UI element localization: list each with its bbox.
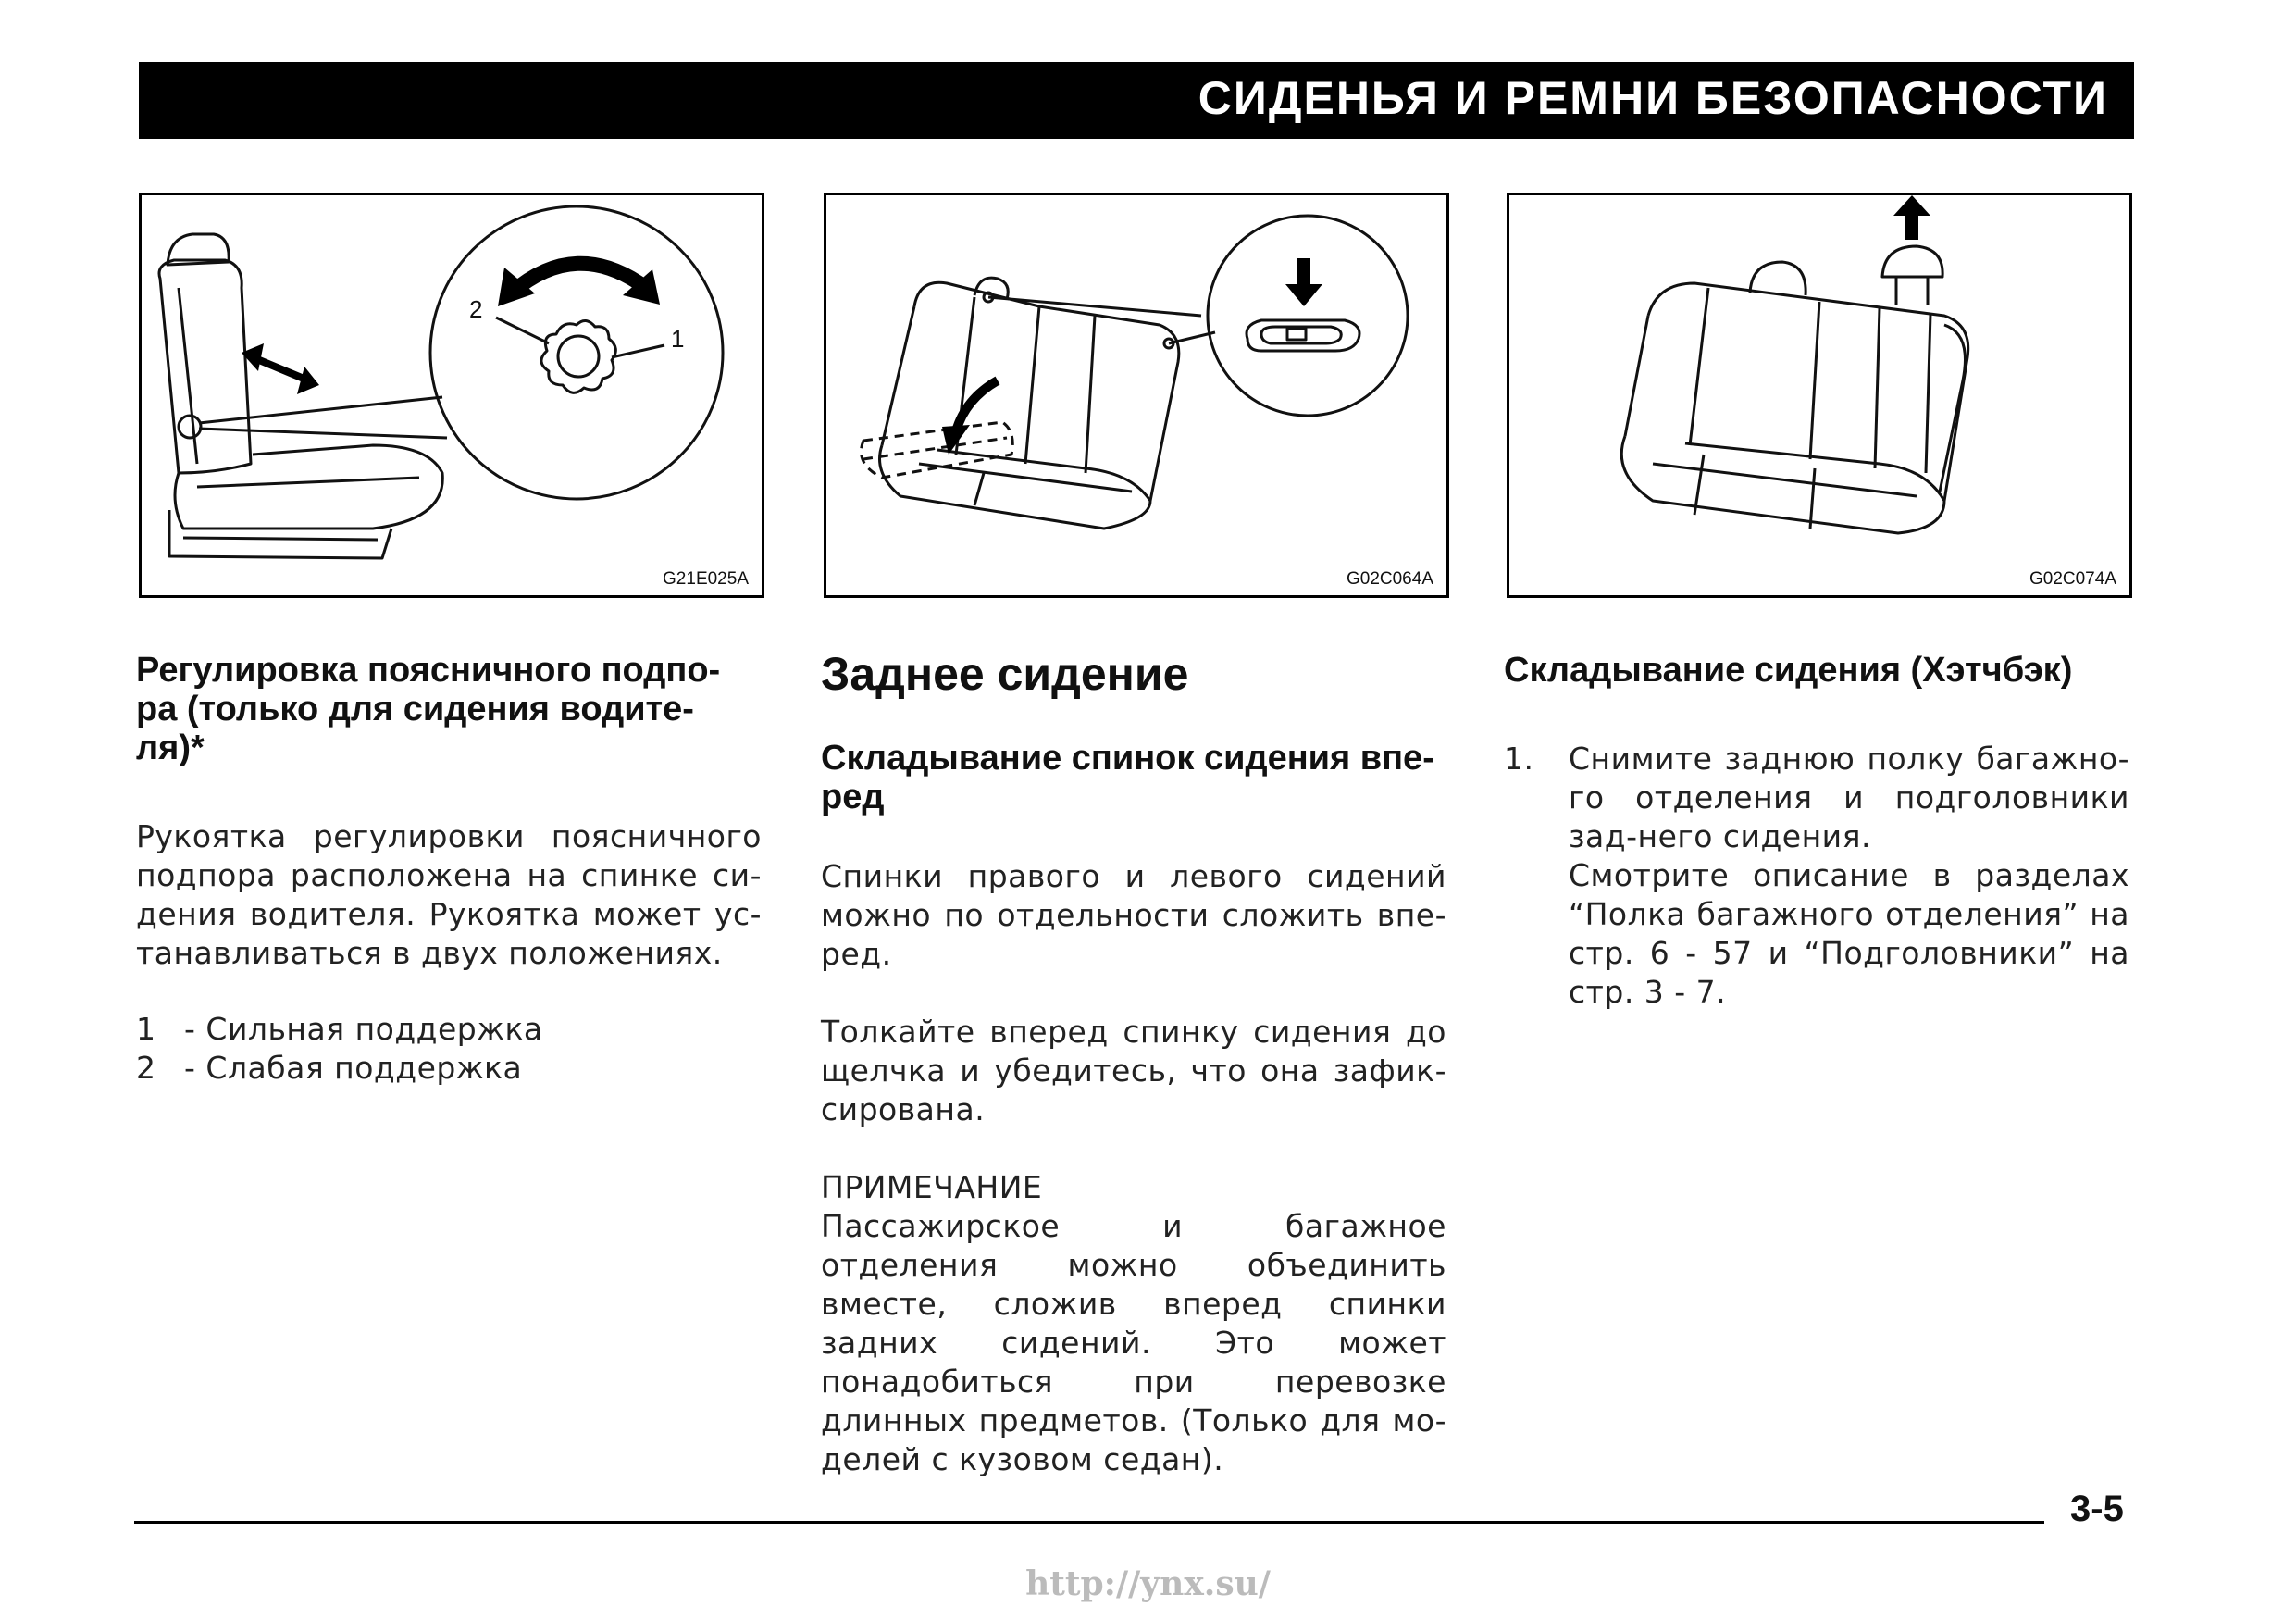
list-item — [136, 1010, 762, 1049]
hatchback-step — [1504, 740, 2129, 1012]
note-label: ПРИМЕЧАНИЕ — [821, 1169, 1043, 1205]
step-text: Снимите заднюю полку багажно-го отделения и подголовники зад-него сидения. — [1569, 741, 2129, 854]
list-item-number: 1 — [136, 1011, 156, 1047]
list-item-text: - Сильная поддержка — [184, 1011, 543, 1047]
column-hatchback-fold — [1504, 651, 2129, 1012]
column-lumbar-support — [136, 651, 762, 1088]
figure-code: G02C074A — [2029, 569, 2116, 589]
rear-seat-subheading — [821, 739, 1446, 816]
lumbar-heading-line: ра (только для сидения водите- — [136, 690, 694, 729]
lumbar-seat-illustration — [142, 195, 762, 595]
lumbar-heading — [136, 651, 762, 767]
figure-lumbar-support — [139, 193, 764, 598]
step-reference: Смотрите описание в разделах “Полка багажного отделения” на стр. 6 - 57 и “Подголовники” на стр. 3 - 7. — [1569, 857, 2129, 1010]
subheading-line: ред — [821, 778, 885, 816]
list-item — [136, 1049, 762, 1088]
hatchback-heading: Складывание сидения (Хэтчбэк) — [1504, 651, 2073, 690]
lumbar-heading-line: ля)* — [136, 729, 205, 767]
page-number: 3-5 — [2070, 1488, 2124, 1529]
subheading-line: Складывание спинок сидения впе- — [821, 739, 1434, 778]
lumbar-heading-line: Регулировка поясничного подпо- — [136, 651, 721, 690]
rear-seat-title: Заднее сидение — [821, 648, 1189, 700]
footer-rule — [134, 1521, 2044, 1524]
list-item-text: - Слабая поддержка — [184, 1050, 523, 1086]
column-rear-seat — [821, 648, 1446, 1479]
hatchback-seat-illustration — [1509, 195, 2129, 595]
rear-seat-para-1: Спинки правого и левого сидений можно по отдельности сложить впе-ред. — [821, 858, 1446, 972]
figure-code: G02C064A — [1346, 569, 1433, 589]
step-body — [1569, 740, 2129, 1012]
figure-label-2: 2 — [469, 295, 483, 323]
watermark-url[interactable]: http://ynx.su/ — [1025, 1564, 1271, 1603]
section-title: СИДЕНЬЯ И РЕМНИ БЕЗОПАСНОСТИ — [1198, 72, 2108, 124]
figure-code: G21E025A — [663, 569, 749, 589]
figure-label-1: 1 — [671, 325, 685, 353]
figure-hatchback-seat — [1507, 193, 2132, 598]
section-header-bar — [139, 62, 2134, 139]
lumbar-positions-list — [136, 1010, 762, 1088]
rear-seat-fold-illustration — [826, 195, 1446, 595]
lumbar-description: Рукоятка регулировки поясничного подпора расположена на спинке си-дения водителя. Рукоятка может ус-танавливаться в двух положениях. — [136, 818, 762, 971]
rear-seat-para-2: Толкайте вперед спинку сидения до щелчка и убедитесь, что она зафик-сирована. — [821, 1014, 1446, 1127]
step-number: 1. — [1504, 741, 1534, 777]
list-item-number: 2 — [136, 1050, 156, 1086]
note-text: Пассажирское и багажное отделения можно объединить вместе, сложив вперед спинки задних сидений. Это может понадобиться при перевозке длинных предметов. (Только для мо-делей с кузовом седан). — [821, 1208, 1446, 1477]
figure-rear-seat-fold — [824, 193, 1449, 598]
